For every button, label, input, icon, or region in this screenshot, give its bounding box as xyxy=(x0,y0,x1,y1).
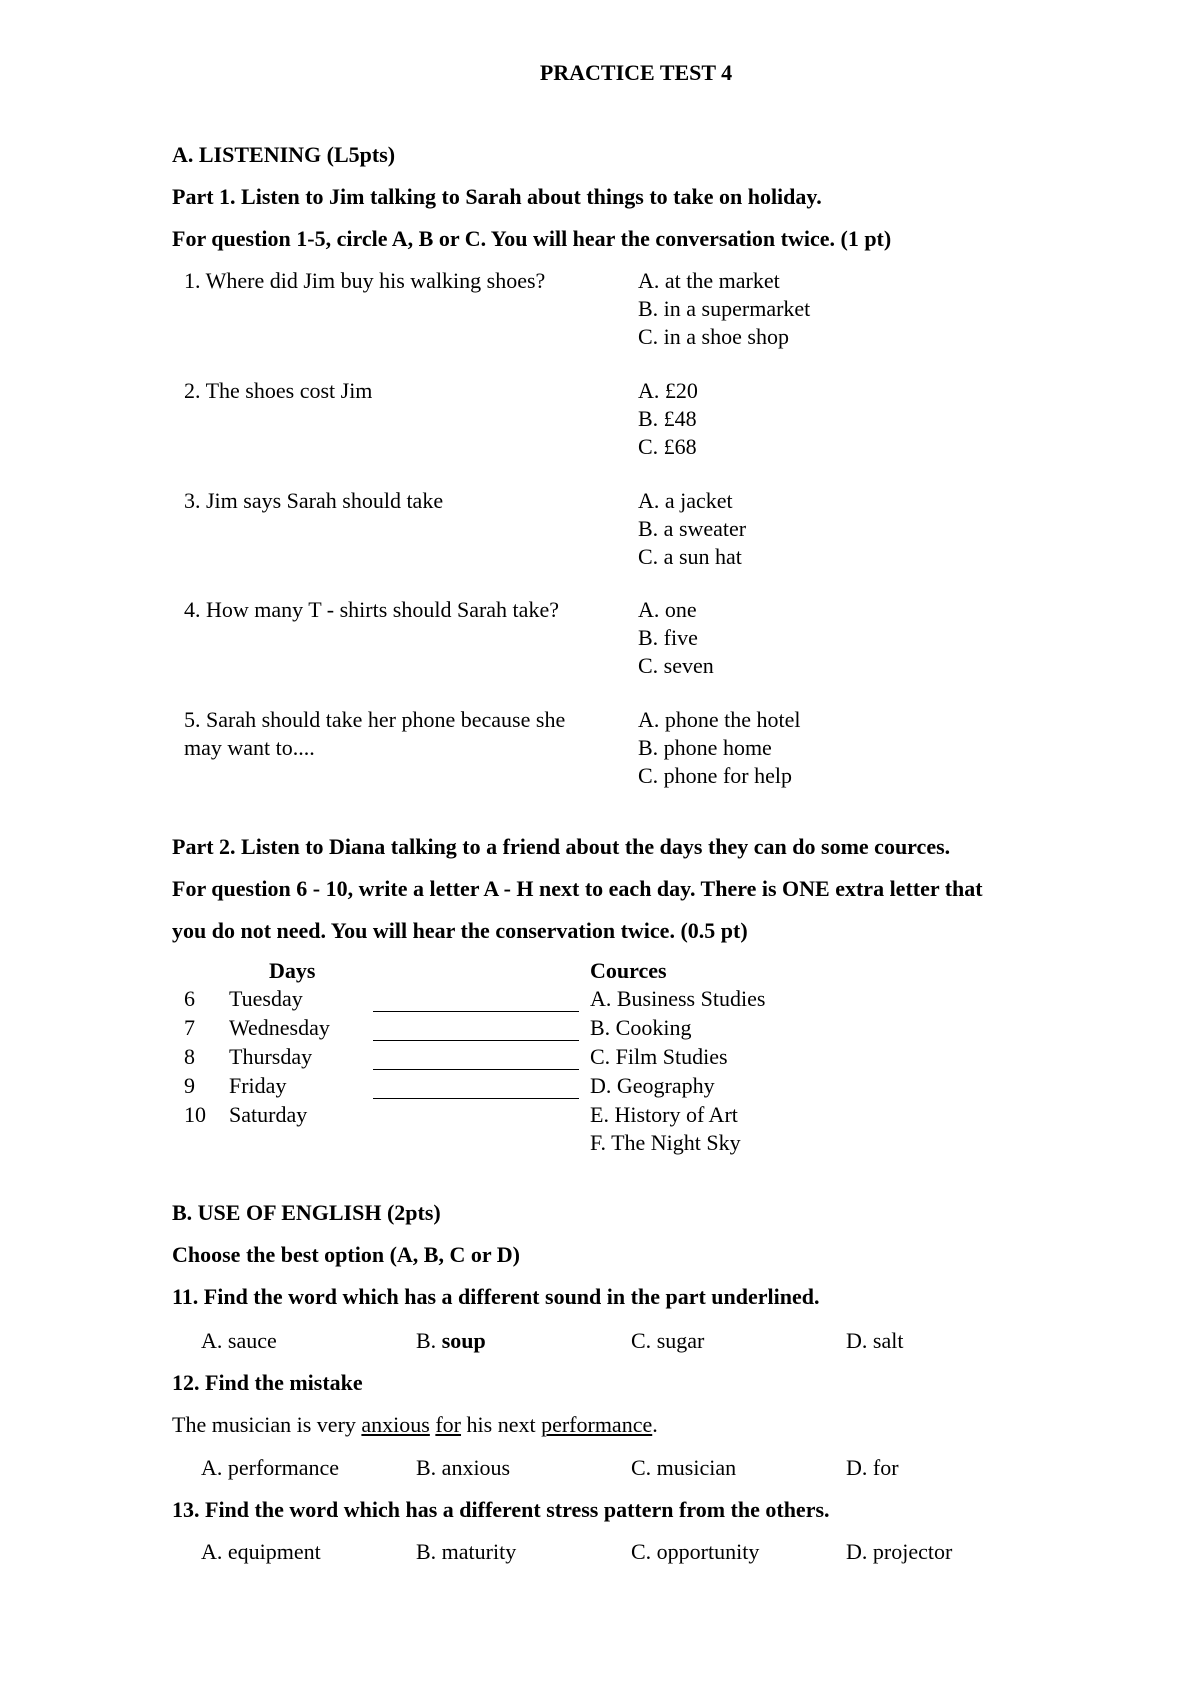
question-13-option-b: B. maturity xyxy=(416,1539,517,1564)
question-13-option-d: D. projector xyxy=(846,1539,953,1564)
option-word: sauce xyxy=(227,1328,277,1353)
option-word: salt xyxy=(872,1328,904,1353)
question-5-text-line2: may want to.... xyxy=(184,735,315,760)
question-1-option-c: C. in a shoe shop xyxy=(638,324,789,349)
day-number: 9 xyxy=(184,1073,195,1098)
course-d: D. Geography xyxy=(590,1073,715,1098)
day-name: Tuesday xyxy=(229,986,303,1011)
answer-blank-6[interactable] xyxy=(373,1011,579,1012)
part1-title: Part 1. Listen to Jim talking to Sarah about things to take on holiday. xyxy=(172,184,822,209)
question-5-text: 5. Sarah should take her phone because she xyxy=(184,707,566,732)
question-2-option-c: C. £68 xyxy=(638,434,697,459)
part2-instruction-line1: For question 6 - 10, write a letter A - H next to each day. There is ONE extra letter that xyxy=(172,876,983,901)
option-letter: B. xyxy=(416,1328,442,1353)
question-1-text: 1. Where did Jim buy his walking shoes? xyxy=(184,268,546,293)
question-13-option-a: A. equipment xyxy=(201,1539,321,1564)
course-f: F. The Night Sky xyxy=(590,1130,741,1155)
question-4-option-b: B. five xyxy=(638,625,698,650)
course-b: B. Cooking xyxy=(590,1015,692,1040)
english-instruction: Choose the best option (A, B, C or D) xyxy=(172,1242,520,1267)
question-11-option-b xyxy=(416,1328,486,1354)
day-number: 6 xyxy=(184,986,195,1011)
sentence-part: . xyxy=(652,1412,658,1437)
day-name: Friday xyxy=(229,1073,287,1098)
day-name: Thursday xyxy=(229,1044,313,1069)
section-english-heading: B. USE OF ENGLISH (2pts) xyxy=(172,1200,441,1225)
part2-instruction-line2: you do not need. You will hear the conservation twice. (0.5 pt) xyxy=(172,918,748,943)
question-11-option-a xyxy=(201,1328,277,1354)
option-word: soup xyxy=(441,1328,486,1353)
question-11-prompt: 11. Find the word which has a different sound in the part underlined. xyxy=(172,1284,820,1309)
course-c: C. Film Studies xyxy=(590,1044,728,1069)
question-12-prompt: 12. Find the mistake xyxy=(172,1370,363,1395)
answer-blank-8[interactable] xyxy=(373,1069,579,1070)
question-4-option-c: C. seven xyxy=(638,653,714,678)
answer-blank-7[interactable] xyxy=(373,1040,579,1041)
question-12-sentence xyxy=(172,1412,658,1438)
question-12-option-c: C. musician xyxy=(631,1455,737,1480)
underlined-word-anxious: anxious xyxy=(361,1412,430,1437)
sentence-part: his next xyxy=(461,1412,542,1437)
sentence-part: The musician is very xyxy=(172,1412,362,1437)
question-11-option-d xyxy=(846,1328,903,1354)
question-3-option-c: C. a sun hat xyxy=(638,544,742,569)
days-header: Days xyxy=(269,958,316,983)
question-3-text: 3. Jim says Sarah should take xyxy=(184,488,444,513)
underlined-word-performance: performance xyxy=(541,1412,653,1437)
day-number: 8 xyxy=(184,1044,195,1069)
part1-instruction: For question 1-5, circle A, B or C. You will hear the conversation twice. (1 pt) xyxy=(172,226,892,251)
option-word: sugar xyxy=(656,1328,705,1353)
question-12-option-d: D. for xyxy=(846,1455,899,1480)
part2-title: Part 2. Listen to Diana talking to a friend about the days they can do some cources. xyxy=(172,834,951,859)
day-name: Saturday xyxy=(229,1102,308,1127)
day-number: 7 xyxy=(184,1015,195,1040)
question-5-option-a: A. phone the hotel xyxy=(638,707,801,732)
question-2-option-a: A. £20 xyxy=(638,378,698,403)
question-3-option-a: A. a jacket xyxy=(638,488,733,513)
question-2-option-b: B. £48 xyxy=(638,406,697,431)
question-5-option-c: C. phone for help xyxy=(638,763,792,788)
option-letter: A. xyxy=(201,1328,228,1353)
day-name: Wednesday xyxy=(229,1015,330,1040)
question-13-prompt: 13. Find the word which has a different stress pattern from the others. xyxy=(172,1497,830,1522)
course-e: E. History of Art xyxy=(590,1102,738,1127)
question-13-option-c: C. opportunity xyxy=(631,1539,760,1564)
day-number: 10 xyxy=(184,1102,206,1127)
page-title: PRACTICE TEST 4 xyxy=(539,60,733,85)
question-2-text: 2. The shoes cost Jim xyxy=(184,378,373,403)
section-listening-heading: A. LISTENING (L5pts) xyxy=(172,142,396,167)
question-12-option-a: A. performance xyxy=(201,1455,340,1480)
question-1-option-b: B. in a supermarket xyxy=(638,296,811,321)
answer-blank-9[interactable] xyxy=(373,1098,579,1099)
courses-header: Cources xyxy=(590,958,667,983)
course-a: A. Business Studies xyxy=(590,986,766,1011)
option-letter: D. xyxy=(846,1328,873,1353)
question-3-option-b: B. a sweater xyxy=(638,516,747,541)
question-1-option-a: A. at the market xyxy=(638,268,780,293)
option-letter: C. xyxy=(631,1328,657,1353)
question-5-option-b: B. phone home xyxy=(638,735,772,760)
question-12-option-b: B. anxious xyxy=(416,1455,511,1480)
underlined-word-for: for xyxy=(435,1412,462,1437)
question-4-option-a: A. one xyxy=(638,597,697,622)
question-4-text: 4. How many T - shirts should Sarah take? xyxy=(184,597,559,622)
question-11-option-c xyxy=(631,1328,704,1354)
